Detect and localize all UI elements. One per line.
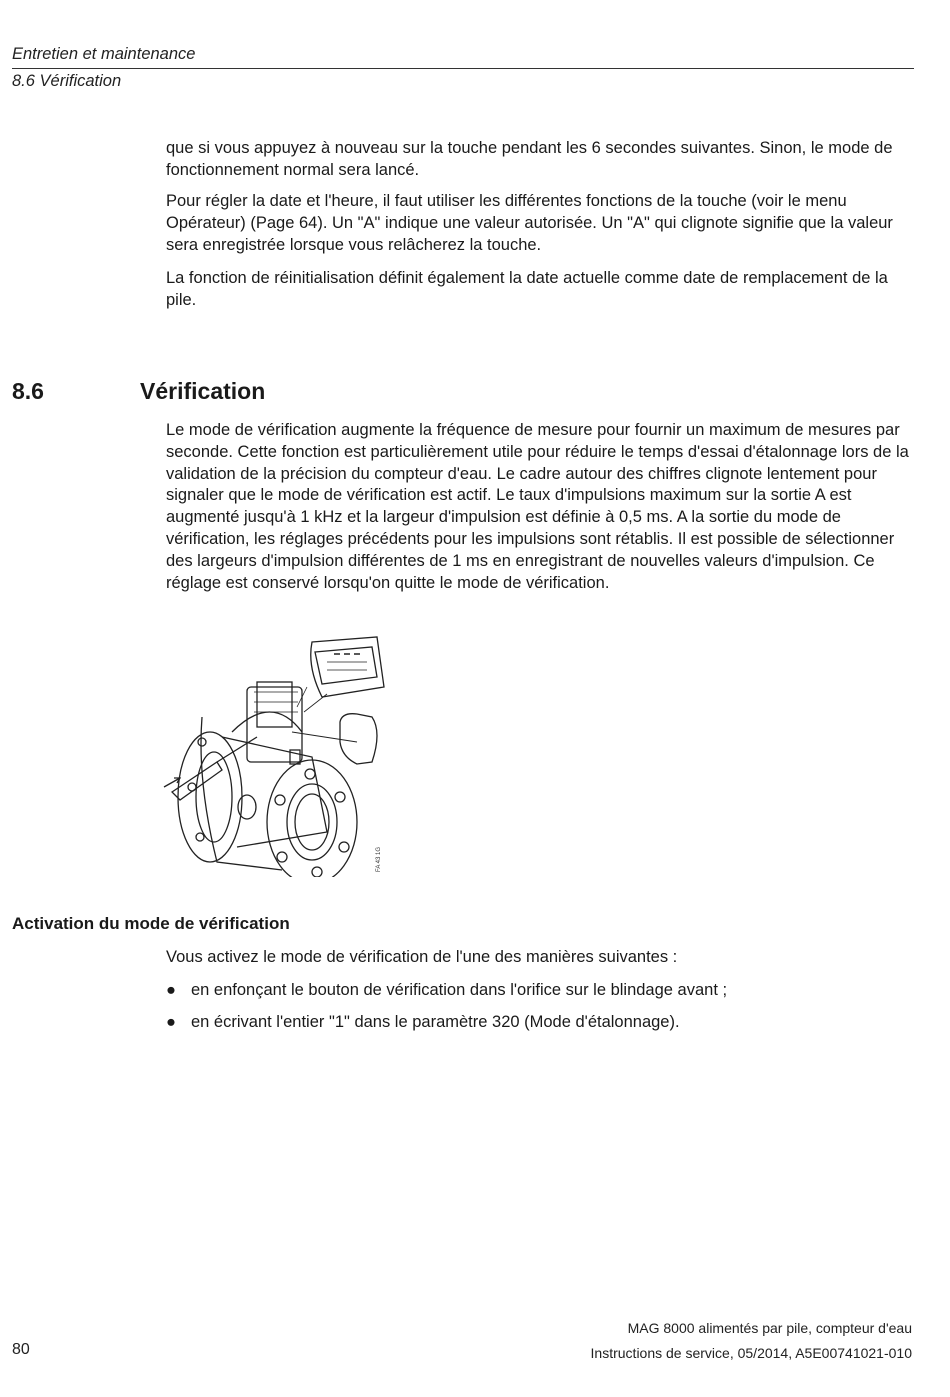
- running-header-section: 8.6 Vérification: [12, 72, 122, 90]
- section-paragraph: Le mode de vérification augmente la fréquence de mesure pour fournir un maximum de mesures par seconde. Cette fonction est particulièrement utile pour réduire le temps d'essai d'étalonnage lors de la validation de la précision du compteur d'eau. Le cadre autour des chiffres clignote lentement pour signaler que le mode de vérification est actif. Le taux d'impulsions maximum sur la sortie A est augmenté jusqu'à 1 kHz et la largeur d'impulsion est définie à 0,5 ms. A la sortie du mode de vérification, les réglages précédents pour les impulsions sont rétablis. Il est possible de sélectionner des largeurs d'impulsion différentes de 1 ms en enregistrant de nouvelles valeurs d'impulsion. Ce réglage est conservé lorsqu'on quitte le mode de vérification.: [166, 421, 909, 592]
- subsection-heading: Activation du mode de vérification: [12, 914, 290, 933]
- running-header-chapter: Entretien et maintenance: [12, 45, 196, 63]
- intro-paragraph-3: La fonction de réinitialisation définit également la date actuelle comme date de remplacement de la pile.: [166, 269, 888, 309]
- intro-paragraph-1: que si vous appuyez à nouveau sur la touche pendant les 6 secondes suivantes. Sinon, le mode de fonctionnement normal sera lancé.: [166, 139, 893, 179]
- section-number: 8.6: [12, 378, 44, 404]
- page-number: 80: [12, 1341, 30, 1358]
- list-item: ● en écrivant l'entier "1" dans le paramètre 320 (Mode d'étalonnage).: [166, 1013, 680, 1031]
- list-item: ● en enfonçant le bouton de vérification dans l'orifice sur le blindage avant ;: [166, 981, 728, 999]
- figure-code: FA 43 1G: [376, 846, 382, 872]
- section-title: Vérification: [140, 378, 266, 404]
- footer-product: MAG 8000 alimentés par pile, compteur d'eau: [627, 1320, 912, 1336]
- header-rule: [12, 68, 914, 69]
- intro-paragraph-2: Pour régler la date et l'heure, il faut utiliser les différentes fonctions de la touche (voir le menu Opérateur) (Page 64). Un "A" indique une valeur autorisée. Un "A" qui clignote signifie que la valeur sera enregistrée lorsque vous relâcherez la touche.: [166, 192, 893, 254]
- footer-doc-info: Instructions de service, 05/2014, A5E00741021-010: [590, 1345, 912, 1361]
- bullet-icon: ●: [166, 1013, 176, 1031]
- flowmeter-illustration: [162, 632, 392, 877]
- bullet-icon: ●: [166, 981, 176, 999]
- activation-intro: Vous activez le mode de vérification de l'une des manières suivantes :: [166, 948, 678, 966]
